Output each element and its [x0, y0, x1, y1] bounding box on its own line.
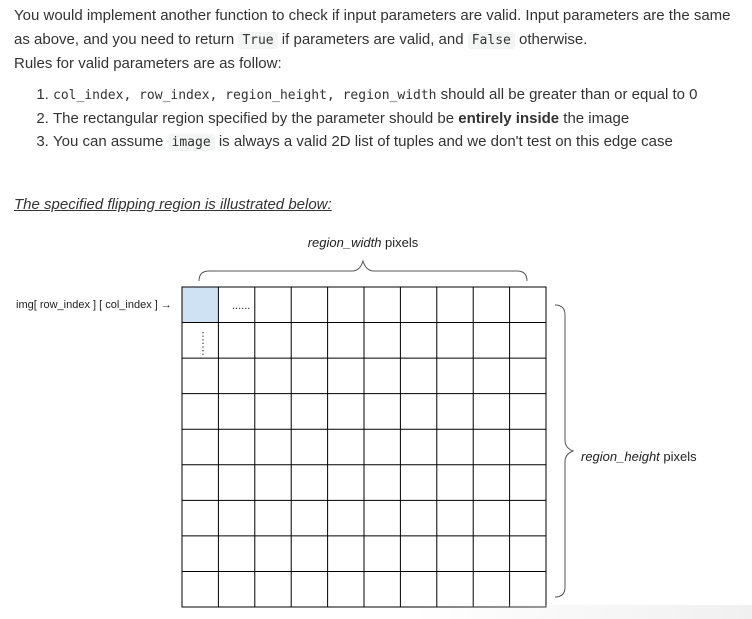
- region-height-italic: region_height: [581, 449, 660, 464]
- intro-text-2: if parameters are valid, and: [277, 30, 468, 48]
- rule-2-after: the image: [559, 109, 630, 127]
- rule-2-bold: entirely inside: [458, 109, 560, 127]
- pixel-grid: [182, 287, 546, 607]
- intro-text-1: You would implement another function to check if input parameters are valid. Input parameters are the same as above, and you need to return: [14, 7, 731, 48]
- rule-3-before: You can assume: [53, 132, 168, 150]
- right-curly-brace: [555, 305, 573, 597]
- horizontal-ellipsis: ......: [232, 300, 251, 312]
- code-false: False: [468, 32, 515, 49]
- highlighted-origin-cell: [182, 287, 218, 323]
- rules-intro: Rules for valid parameters are as follow:: [14, 55, 282, 72]
- region-height-suffix: pixels: [659, 449, 697, 464]
- region-width-label: [308, 235, 419, 250]
- region-height-label: [581, 449, 697, 464]
- region-width-italic: region_width: [307, 235, 382, 250]
- diagram-caption: The specified flipping region is illustrated below:: [14, 196, 332, 213]
- top-curly-brace: [199, 261, 527, 281]
- rule-1-code: col_index, row_index, region_height, region_width: [53, 87, 437, 103]
- region-width-suffix: pixels: [381, 235, 419, 250]
- intro-text-3: otherwise.: [514, 30, 588, 48]
- page-fade: [0, 605, 752, 619]
- rule-2-before: The rectangular region specified by the parameter should be: [53, 109, 459, 127]
- rule-3-after: is always a valid 2D list of tuples and we don't test on this edge case: [214, 132, 673, 150]
- code-true: True: [238, 32, 277, 49]
- rule-1-text: should all be greater than or equal to 0: [436, 85, 698, 103]
- rule-3-code: image: [168, 134, 215, 151]
- pointer-label: img[ row_index ] [ col_index ] →: [16, 299, 172, 311]
